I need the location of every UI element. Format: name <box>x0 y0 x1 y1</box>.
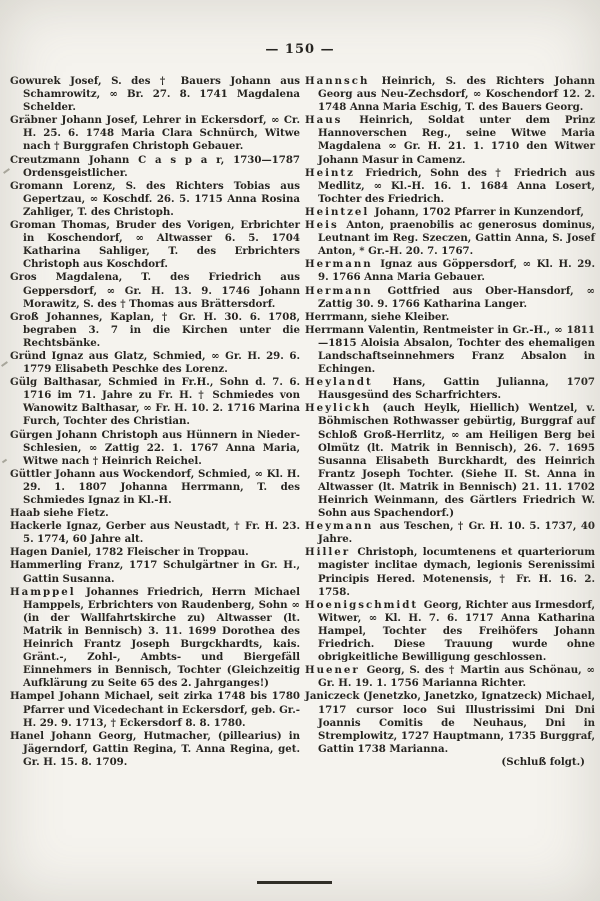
register-entry: Hammerling Franz, 1717 Schulgärtner in Gr. H., Gattin Susanna. <box>10 559 300 585</box>
entry-surname: Hackerle <box>10 520 62 533</box>
entry-surname: Huener <box>305 664 360 677</box>
section-end-rule <box>257 881 332 884</box>
entry-surname: Hammerling <box>10 559 82 572</box>
entry-surname: Gründ <box>10 349 47 362</box>
entry-surname: Heintz <box>305 166 355 179</box>
entry-surname: Heylickh <box>305 402 372 415</box>
register-entry: Hoenigschmidt Georg, Richter aus Irmesdorf, Witwer, ∞ Kl. H. 7. 6. 1717 Anna Katharina Hampel, Tochter des Freihöfers Johann Friedrich. Diese Trauung wurde ohne obrigkeitliche Bewilligung geschlossen. <box>305 598 595 664</box>
right-column-entries <box>305 75 595 756</box>
register-entry: Herrmann Valentin, Rentmeister in Gr.-H., ∞ 1811—1815 Aloisia Absalon, Tochter des ehemaligen Landschaftseinnehmers Franz Absalon in Echingen. <box>305 323 595 376</box>
page-number: — 150 — <box>265 42 335 57</box>
register-entry: Herrmann, siehe Kleiber. <box>305 310 450 323</box>
entry-surname: Hannsch <box>305 75 370 87</box>
entry-surname: Creutzmann <box>10 153 81 166</box>
register-entry: Groß Johannes, Kaplan, † Gr. H. 30. 6. 1708, begraben 3. 7 in die Kirchen unter die Rechtsbänke. <box>10 310 300 349</box>
entry-surname: Haab <box>10 507 40 520</box>
register-entry: Gros Magdalena, T. des Friedrich aus Geppersdorf, ∞ Gr. H. 13. 9. 1746 Johann Morawitz, S. des † Thomas aus Brättersdorf. <box>10 271 300 310</box>
register-entry: Heintzel Johann, 1702 Pfarrer in Kunzendorf, <box>305 205 584 218</box>
register-entry: Hannsch Heinrich, S. des Richters Johann Georg aus Neu-Zechsdorf, ∞ Koschendorf 12. 2. 1748 Anna Maria Eschig, T. des Bauers Georg. <box>305 75 595 114</box>
entry-surname: Gräbner <box>10 114 58 127</box>
continuation-note: (Schluß folgt.) <box>501 755 585 768</box>
register-entry: Gründ Ignaz aus Glatz, Schmied, ∞ Gr. H. 29. 6. 1779 Elisabeth Peschke des Lorenz. <box>10 349 300 376</box>
entry-surname: Hanel <box>10 729 44 742</box>
register-entry: Haus Heinrich, Soldat unter dem Prinz Hannoverschen Reg., seine Witwe Maria Magdalena ∞ Gr. H. 21. 1. 1710 den Witwer Johann Masur in Camenz. <box>305 114 595 166</box>
entry-surname: Groß <box>10 310 39 323</box>
register-entry: Güttler Johann aus Wockendorf, Schmied, ∞ Kl. H. 29. 1. 1807 Johanna Herrmann, T. des Schmiedes Ignaz in Kl.-H. <box>10 467 300 506</box>
register-entry: Hermann Gottfried aus Ober-Hansdorf, ∞ Zattig 30. 9. 1766 Katharina Langer. <box>305 284 595 310</box>
register-entry: Hackerle Ignaz, Gerber aus Neustadt, † Fr. H. 23. 5. 1774, 60 Jahre alt. <box>10 520 300 546</box>
entry-surname: Janiczeck <box>305 690 360 703</box>
register-entry: Hermann Ignaz aus Göppersdorf, ∞ Kl. H. 29. 9. 1766 Anna Maria Gebauer. <box>305 258 595 284</box>
margin-mark <box>1 361 8 367</box>
register-entry: Gürgen Johann Christoph aus Hünnern in Nieder-Schlesien, ∞ Zattig 22. 1. 1767 Anna Maria, Witwe nach † Heinrich Reichel. <box>10 428 300 467</box>
entry-surname: Hermann <box>305 284 373 297</box>
register-entry: Hampel Johann Michael, seit zirka 1748 bis 1780 Pfarrer und Vicedechant in Eckersdorf, geb. Gr.-H. 29. 9. 1713, † Eckersdorf 8. 8. 1780. <box>10 690 300 729</box>
entry-surname: Heis <box>305 219 339 232</box>
register-entry: Janiczeck (Jenetzko, Janetzko, Ignatzeck) Michael, 1717 cursor loco Sui Illustrissimi Dni Dni Joannis Comitis de Neuhaus, Dni in Stremplowitz, 1727 Hauptmann, 1735 Burggraf, Gattin 1738 Marianna. <box>305 690 595 755</box>
entry-surname: Gromann <box>10 179 64 192</box>
register-entry: Haab siehe Fietz. <box>10 507 109 520</box>
entry-surname: Gowurek <box>10 75 61 87</box>
register-entry: Heintz Friedrich, Sohn des † Friedrich aus Medlitz, ∞ Kl.-H. 16. 1. 1684 Anna Losert, Tochter des Friedrich. <box>305 166 595 205</box>
register-entry: Huener Georg, S. des † Martin aus Schönau, ∞ Gr. H. 19. 1. 1756 Marianna Richter. <box>305 664 595 690</box>
entry-surname: Hampel <box>10 690 55 703</box>
entry-surname: Gros <box>10 271 37 284</box>
register-entry: Heylandt Hans, Gattin Julianna, 1707 Hausgesünd des Scharfrichters. <box>305 376 595 402</box>
entry-surname: Hermann <box>305 258 373 271</box>
register-entry: Heis Anton, praenobilis ac generosus dominus, Leutnant im Reg. Szeczen, Gattin Anna, S. Josef Anton, * Gr.-H. 20. 7. 1767. <box>305 219 595 258</box>
register-entry: Gromann Lorenz, S. des Richters Tobias aus Gepertzau, ∞ Koschdf. 26. 5. 1715 Anna Rosina Zahliger, T. des Christoph. <box>10 179 300 218</box>
entry-surname: Hiller <box>305 546 351 559</box>
register-entry: Gräbner Johann Josef, Lehrer in Eckersdorf, ∞ Cr. H. 25. 6. 1748 Maria Clara Schnürch, Witwe nach † Burggrafen Christoph Gebauer. <box>10 114 300 153</box>
register-entry: Hamppel Johannes Friedrich, Herrn Michael Hamppels, Erbrichters von Raudenberg, Sohn ∞ (in der Wallfahrtskirche zu) Altwasser (lt. Matrik in Bennisch) 3. 11. 1699 Dorothea des Heinrich Frantz Joseph Burgckhardts, kais. Gränt.-, Zohl-, Ambts- und Biergefäll Einnehmers in Bennisch, Tochter (Gleichzeitig Aufklärung zu Seite 65 des 2. Jahrganges!) <box>10 585 300 690</box>
register-entry: Groman Thomas, Bruder des Vorigen, Erbrichter in Koschendorf, ∞ Altwasser 6. 5. 1704 Katharina Sahliger, T. des Erbrichters Christoph aus Koschdorf. <box>10 219 300 271</box>
entry-surname: Herrmann <box>305 323 365 336</box>
register-entry: Gowurek Josef, S. des † Bauers Johann aus Schamrowitz, ∞ Br. 27. 8. 1741 Magdalena Schelder. <box>10 75 300 114</box>
register-entry: Hanel Johann Georg, Hutmacher, (pillearius) in Jägerndorf, Gattin Regina, T. Anna Regina, get. Gr. H. 15. 8. 1709. <box>10 729 300 768</box>
margin-mark <box>2 459 7 464</box>
left-column <box>10 75 300 769</box>
register-entry: Gülg Balthasar, Schmied in Fr.H., Sohn d. 7. 6. 1716 im 71. Jahre zu Fr. H. † Schmiedes von Wanowitz Balthasar, ∞ Fr. H. 10. 2. 1716 Marina Furch, Tochter des Christian. <box>10 376 300 428</box>
entry-surname: Heymann <box>305 520 374 533</box>
entry-surname: Heintzel <box>305 205 370 218</box>
entry-surname: Hoenigschmidt <box>305 598 419 611</box>
register-entry: Hagen Daniel, 1782 Fleischer in Troppau. <box>10 546 249 559</box>
entry-surname: Heylandt <box>305 376 373 389</box>
entry-surname: Herrmann, <box>305 310 368 323</box>
entry-surname: Haus <box>305 114 343 127</box>
register-entry: Creutzmann Johann C a s p a r, 1730—1787 Ordensgeistlicher. <box>10 153 300 179</box>
register-entry: Heymann aus Teschen, † Gr. H. 10. 5. 1737, 40 Jahre. <box>305 520 595 546</box>
register-entry: Hiller Christoph, locumtenens et quarteriorum magister inclitae dymach, legionis Serenissimi Principis Hered. Motenensis, † Fr. H. 16. 2. 1758. <box>305 546 595 598</box>
entry-surname: Groman <box>10 219 56 232</box>
entry-surname: Hamppel <box>10 585 76 598</box>
entry-surname: Hagen <box>10 546 48 559</box>
margin-mark <box>3 168 10 174</box>
entry-surname: Güttler <box>10 467 52 480</box>
entry-surname: Gülg <box>10 376 38 389</box>
right-column <box>305 75 595 769</box>
entry-surname: Gürgen <box>10 428 53 441</box>
register-entry: Heylickh (auch Heylk, Hiellich) Wentzel, v. Böhmischen Rothwasser gebürtig, Burggraf auf Schloß Groß-Herrlitz, ∞ am Heiligen Berg bei Olmütz (lt. Matrik in Bennisch), 26. 7. 1695 Susanna Elisabeth Burckhardt, des Heinrich Frantz Joseph Tochter. (Siehe II. St. Anna in Altwasser (lt. Matrik in Bennisch) 21. 11. 1702 Heinrich Weinmann, des Gärtlers Friedrich W. Sohn aus Spachendorf.) <box>305 402 595 520</box>
